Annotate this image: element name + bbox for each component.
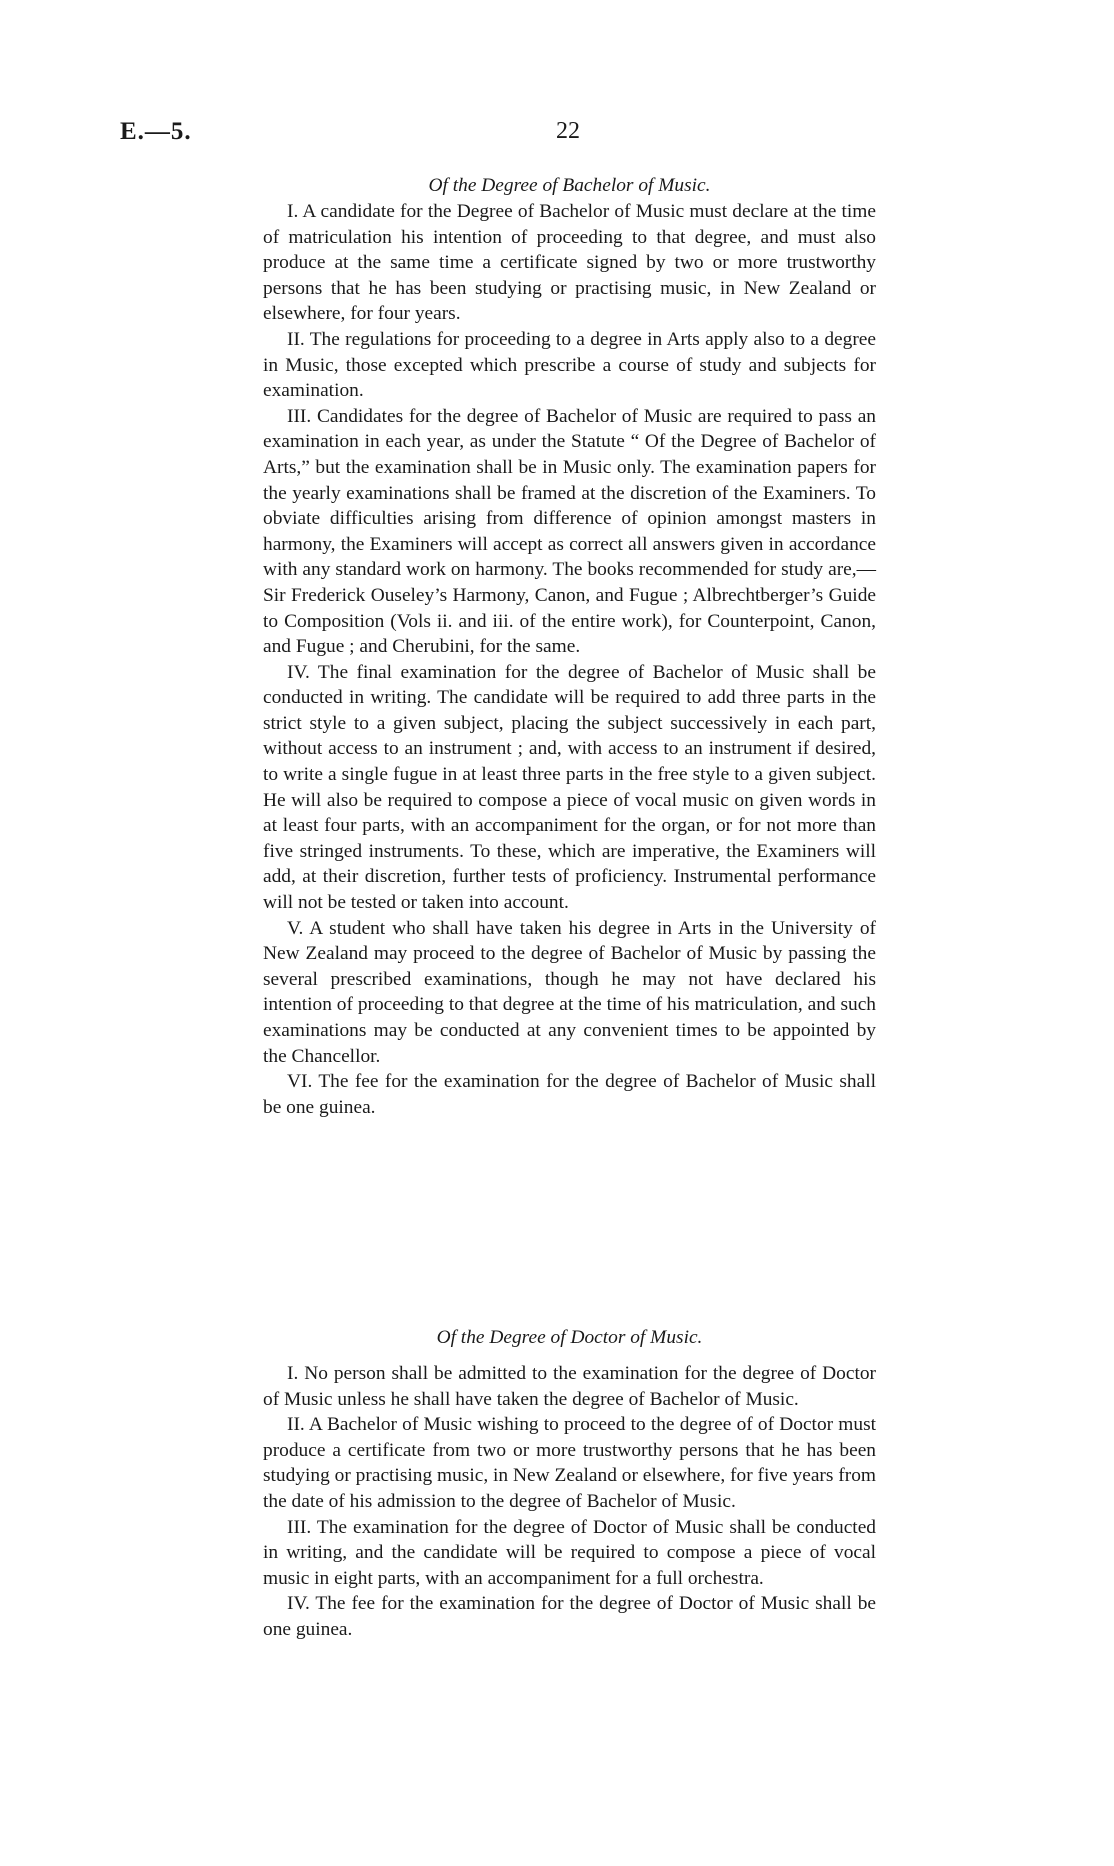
bachelor-heading: Of the Degree of Bachelor of Music. bbox=[428, 175, 711, 196]
doctor-paragraph-1: I. No person shall be admitted to the examination for the degree of Doctor of Music unless he shall have taken the degree of Bachelor of Music. bbox=[263, 1363, 876, 1410]
bachelor-paragraph-1: I. A candidate for the Degree of Bachelor of Music must declare at the time of matriculation his intention of proceeding to that degree, and must also produce at the same time a certificate signed by two or more trustworthy persons that he has been studying or practising music, in New Zealand or elsewhere, for four years. bbox=[263, 201, 876, 325]
bachelor-paragraph-6: VI. The fee for the examination for the degree of Bachelor of Music shall be one guinea. bbox=[263, 1071, 876, 1118]
doctor-heading: Of the Degree of Doctor of Music. bbox=[436, 1327, 703, 1348]
page-number: 22 bbox=[556, 118, 580, 144]
bachelor-section bbox=[263, 173, 876, 1120]
bachelor-paragraph-2: II. The regulations for proceeding to a degree in Arts apply also to a degree in Music, those excepted which prescribe a course of study and subjects for examination. bbox=[263, 328, 876, 402]
doctor-paragraph-4: IV. The fee for the examination for the degree of Doctor of Music shall be one guinea. bbox=[263, 1593, 876, 1640]
doctor-paragraph-2: II. A Bachelor of Music wishing to proceed to the degree of of Doctor must produce a certificate from two or more trustworthy persons that he has been studying or practising music, in New Zealand or elsewhere, for five years from the date of his admission to the degree of Bachelor of Music. bbox=[263, 1414, 876, 1512]
document-reference: E.—5. bbox=[120, 118, 192, 145]
bachelor-paragraph-4: IV. The final examination for the degree of Bachelor of Music shall be conducted in writing. The candidate will be required to add three parts in the strict style to a given subject, placing the subject successively in each part, without access to an instrument ; and, with access to an instrument if desired, to write a single fugue in at least three parts in the free style to a given subject. He will also be required to compose a piece of vocal music on given words in at least four parts, with an accompaniment for the organ, or for not more than five stringed instruments. To these, which are imperative, the Examiners will add, at their discretion, further tests of proficiency. Instrumental performance will not be tested or taken into account. bbox=[263, 661, 876, 914]
doctor-section bbox=[263, 1325, 876, 1643]
bachelor-paragraph-3: III. Candidates for the degree of Bachelor of Music are required to pass an examination in each year, as under the Statute “ Of the Degree of Bachelor of Arts,” but the examination shall be in Music only. The examination papers for the yearly examinations shall be framed at the discretion of the Examiners. To obviate difficulties arising from difference of opinion amongst masters in harmony, the Examiners will accept as correct all answers given in accordance with any standard work on harmony. The books recommended for study are,—Sir Frederick Ouseley’s Harmony, Canon, and Fugue ; Albrechtberger’s Guide to Composition (Vols ii. and iii. of the entire work), for Counterpoint, Canon, and Fugue ; and Cherubini, for the same. bbox=[263, 405, 876, 658]
bachelor-paragraph-5: V. A student who shall have taken his degree in Arts in the University of New Zealand may proceed to the degree of Bachelor of Music by passing the several prescribed examinations, though he may not have declared his intention of proceeding to that degree at the time of his matriculation, and such examinations may be conducted at any convenient times to be appointed by the Chancellor. bbox=[263, 917, 876, 1067]
doctor-paragraph-3: III. The examination for the degree of Doctor of Music shall be conducted in writing, and the candidate will be required to compose a piece of vocal music in eight parts, with an accompaniment for a full orchestra. bbox=[263, 1516, 876, 1589]
